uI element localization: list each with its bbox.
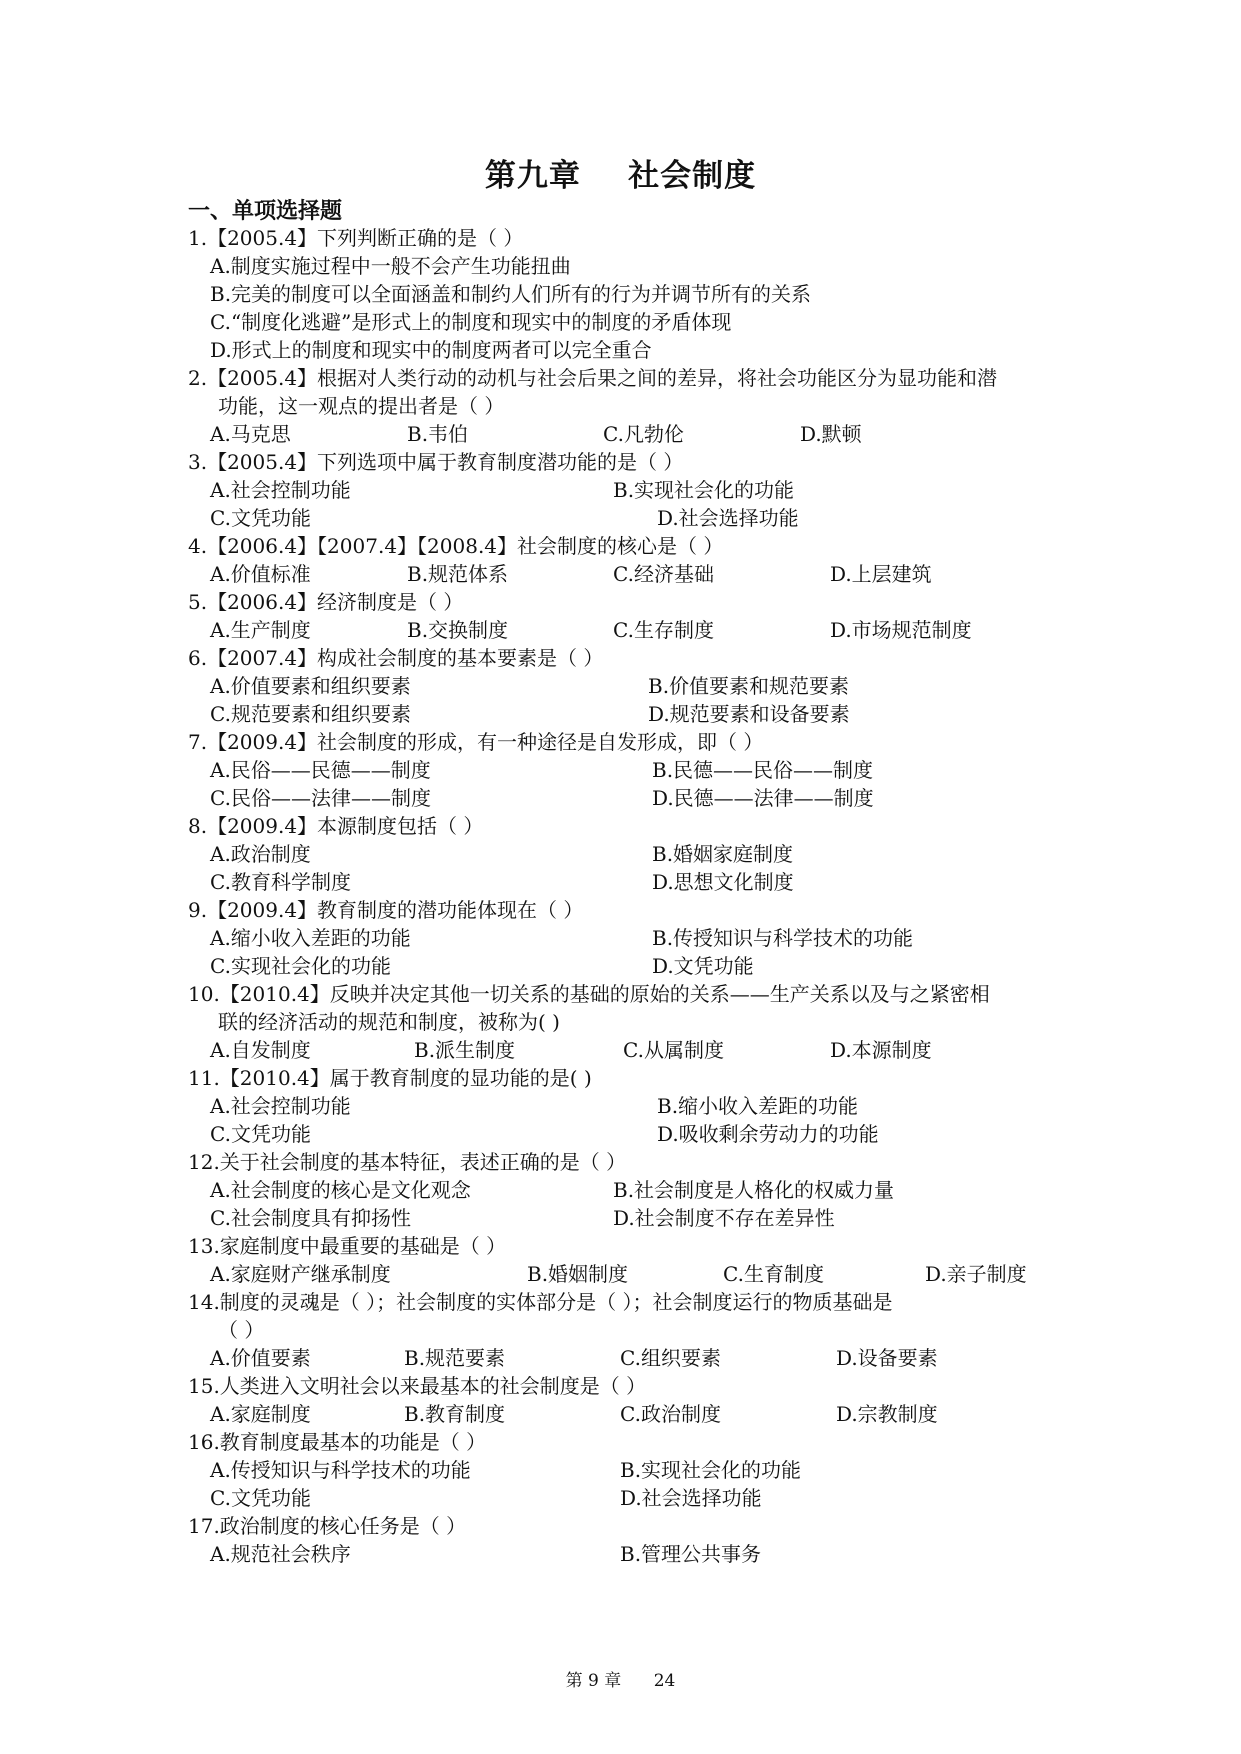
question-stem: 12.关于社会制度的基本特征，表述正确的是（ ） xyxy=(188,1150,627,1174)
option-c: C.民俗——法律——制度 xyxy=(210,786,431,810)
option-d: D.本源制度 xyxy=(830,1038,932,1062)
option-d: D.文凭功能 xyxy=(652,954,754,978)
question-stem: 16.教育制度最基本的功能是（ ） xyxy=(188,1430,487,1454)
option-c: C.文凭功能 xyxy=(210,1122,311,1146)
option-b: B.完美的制度可以全面涵盖和制约人们所有的行为并调节所有的关系 xyxy=(210,282,812,306)
option-b: B.婚姻家庭制度 xyxy=(652,842,794,866)
option-a: A.政治制度 xyxy=(210,842,311,866)
option-d: D.吸收剩余劳动力的功能 xyxy=(657,1122,879,1146)
option-a: A.价值标准 xyxy=(210,562,311,586)
option-a: A.社会控制功能 xyxy=(210,478,351,502)
question-stem: 3.【2005.4】下列选项中属于教育制度潜功能的是（ ） xyxy=(188,450,684,474)
option-c: C.文凭功能 xyxy=(210,506,311,530)
section-heading: 一、单项选择题 xyxy=(188,199,343,224)
option-c: C.教育科学制度 xyxy=(210,870,351,894)
question-stem: 1.【2005.4】下列判断正确的是（ ） xyxy=(188,226,524,250)
option-b: B.婚姻制度 xyxy=(527,1262,629,1286)
question-stem: 15.人类进入文明社会以来最基本的社会制度是（ ） xyxy=(188,1374,647,1398)
option-a: A.自发制度 xyxy=(210,1038,311,1062)
question-stem: 14.制度的灵魂是（ ）；社会制度的实体部分是（ ）；社会制度运行的物质基础是 xyxy=(188,1290,893,1314)
option-a: A.制度实施过程中一般不会产生功能扭曲 xyxy=(210,254,571,278)
option-c: C.政治制度 xyxy=(620,1402,721,1426)
option-a: A.价值要素和组织要素 xyxy=(210,674,411,698)
question-stem: 4.【2006.4】【2007.4】【2008.4】社会制度的核心是（ ） xyxy=(188,534,724,558)
option-d: D.思想文化制度 xyxy=(652,870,794,894)
option-b: B.韦伯 xyxy=(407,422,469,446)
option-b: B.规范要素 xyxy=(404,1346,506,1370)
option-a: A.马克思 xyxy=(210,422,291,446)
question-stem: 8.【2009.4】本源制度包括（ ） xyxy=(188,814,484,838)
option-c: C.经济基础 xyxy=(613,562,714,586)
option-c: C.社会制度具有抑扬性 xyxy=(210,1206,411,1230)
question-stem: 5.【2006.4】经济制度是（ ） xyxy=(188,590,464,614)
option-a: A.社会控制功能 xyxy=(210,1094,351,1118)
option-c: C.组织要素 xyxy=(620,1346,721,1370)
option-d: D.默顿 xyxy=(800,422,862,446)
question-stem: 10.【2010.4】反映并决定其他一切关系的基础的原始的关系——生产关系以及与之紧密相 xyxy=(188,982,990,1006)
option-b: B.民德——民俗——制度 xyxy=(652,758,874,782)
question-stem: 2.【2005.4】根据对人类行动的动机与社会后果之间的差异，将社会功能区分为显功能和潜 xyxy=(188,366,998,390)
option-c: C.凡勃伦 xyxy=(603,422,684,446)
option-d: D.形式上的制度和现实中的制度两者可以完全重合 xyxy=(210,338,652,362)
option-d: D.规范要素和设备要素 xyxy=(648,702,850,726)
option-b: B.实现社会化的功能 xyxy=(613,478,795,502)
question-stem: 13.家庭制度中最重要的基础是（ ） xyxy=(188,1234,507,1258)
option-d: D.上层建筑 xyxy=(830,562,932,586)
option-a: A.价值要素 xyxy=(210,1346,311,1370)
option-b: B.社会制度是人格化的权威力量 xyxy=(613,1178,895,1202)
option-b: B.缩小收入差距的功能 xyxy=(657,1094,859,1118)
option-c: C.文凭功能 xyxy=(210,1486,311,1510)
option-d: D.市场规范制度 xyxy=(830,618,972,642)
question-stem: 7.【2009.4】社会制度的形成，有一种途径是自发形成，即（ ） xyxy=(188,730,764,754)
option-c: C.规范要素和组织要素 xyxy=(210,702,411,726)
option-a: A.生产制度 xyxy=(210,618,311,642)
option-a: A.传授知识与科学技术的功能 xyxy=(210,1458,471,1482)
option-a: A.家庭财产继承制度 xyxy=(210,1262,391,1286)
option-c: C.生存制度 xyxy=(613,618,714,642)
option-a: A.规范社会秩序 xyxy=(210,1542,351,1566)
question-stem: 6.【2007.4】构成社会制度的基本要素是（ ） xyxy=(188,646,604,670)
question-stem: 17.政治制度的核心任务是（ ） xyxy=(188,1514,467,1538)
option-a: A.缩小收入差距的功能 xyxy=(210,926,411,950)
option-d: D.民德——法律——制度 xyxy=(652,786,874,810)
option-d: D.宗教制度 xyxy=(836,1402,938,1426)
option-b: B.交换制度 xyxy=(407,618,509,642)
question-stem-cont: （ ） xyxy=(218,1318,265,1342)
option-b: B.派生制度 xyxy=(414,1038,516,1062)
option-b: B.管理公共事务 xyxy=(620,1542,762,1566)
option-b: B.价值要素和规范要素 xyxy=(648,674,850,698)
option-d: D.社会制度不存在差异性 xyxy=(613,1206,835,1230)
question-stem-cont: 联的经济活动的规范和制度，被称为( ) xyxy=(218,1010,560,1034)
option-a: A.社会制度的核心是文化观念 xyxy=(210,1178,471,1202)
option-c: C.“制度化逃避”是形式上的制度和现实中的制度的矛盾体现 xyxy=(210,310,732,334)
option-a: A.家庭制度 xyxy=(210,1402,311,1426)
question-stem-cont: 功能，这一观点的提出者是（ ） xyxy=(218,394,505,418)
option-b: B.规范体系 xyxy=(407,562,509,586)
question-stem: 9.【2009.4】教育制度的潜功能体现在（ ） xyxy=(188,898,584,922)
option-b: B.实现社会化的功能 xyxy=(620,1458,802,1482)
option-c: C.实现社会化的功能 xyxy=(210,954,391,978)
option-c: C.从属制度 xyxy=(623,1038,724,1062)
page-footer: 第 9 章 24 xyxy=(565,1671,676,1691)
option-a: A.民俗——民德——制度 xyxy=(210,758,431,782)
option-b: B.教育制度 xyxy=(404,1402,506,1426)
option-d: D.社会选择功能 xyxy=(620,1486,762,1510)
option-c: C.生育制度 xyxy=(723,1262,824,1286)
page-title: 第九章 社会制度 xyxy=(484,158,757,194)
option-d: D.亲子制度 xyxy=(925,1262,1027,1286)
option-b: B.传授知识与科学技术的功能 xyxy=(652,926,914,950)
option-d: D.设备要素 xyxy=(836,1346,938,1370)
question-stem: 11.【2010.4】属于教育制度的显功能的是( ) xyxy=(188,1066,592,1090)
option-d: D.社会选择功能 xyxy=(657,506,799,530)
